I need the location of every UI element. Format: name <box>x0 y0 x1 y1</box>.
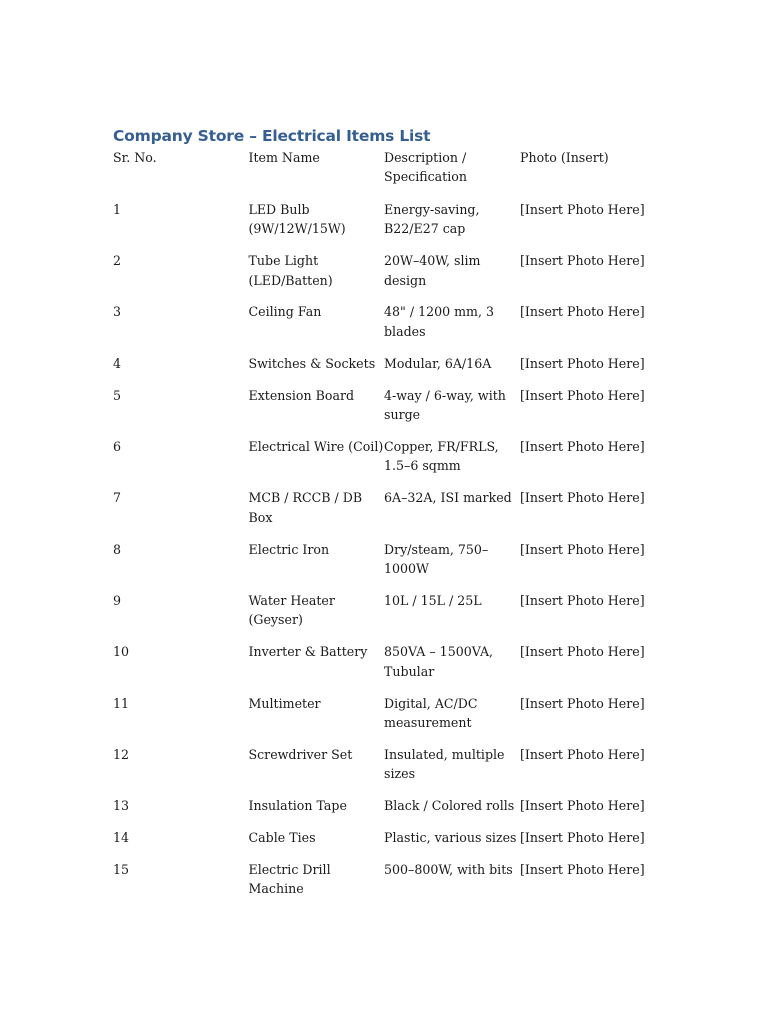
header-item-name: Item Name <box>248 150 320 165</box>
cell-description: Black / Colored rolls <box>384 798 515 814</box>
cell-sr-no: 13 <box>113 798 130 814</box>
cell-description: 10L / 15L / 25L <box>384 592 482 608</box>
table-row <box>113 386 658 437</box>
cell-sr-no: 15 <box>113 861 130 877</box>
cell-sr-no: 10 <box>113 644 130 660</box>
document-page <box>113 125 658 911</box>
cell-description: 48" / 1200 mm, 3 blades <box>384 304 495 339</box>
cell-description: Dry/steam, 750–1000W <box>384 541 489 576</box>
cell-description: Insulated, multiple sizes <box>384 746 505 782</box>
cell-description: Copper, FR/FRLS, 1.5–6 sqmm <box>384 438 499 474</box>
table-row <box>113 200 658 251</box>
cell-item-name: Electric Iron <box>248 541 330 557</box>
cell-item-name: LED Bulb (9W/12W/15W) <box>248 201 346 237</box>
cell-description: 500–800W, with bits <box>384 861 513 877</box>
cell-photo: [Insert Photo Here] <box>520 438 645 454</box>
cell-photo: [Insert Photo Here] <box>520 861 645 877</box>
cell-description: Plastic, various sizes <box>384 830 517 846</box>
cell-photo: [Insert Photo Here] <box>520 253 645 269</box>
cell-sr-no: 12 <box>113 746 130 762</box>
table-row <box>113 488 658 539</box>
cell-item-name: Insulation Tape <box>248 798 347 814</box>
table-body <box>113 200 658 911</box>
cell-item-name: Electric Drill Machine <box>248 861 331 897</box>
cell-sr-no: 8 <box>113 541 122 557</box>
table-row <box>113 642 658 693</box>
cell-item-name: Water Heater (Geyser) <box>248 592 335 628</box>
header-description: Description / Specification <box>384 150 467 185</box>
cell-photo: [Insert Photo Here] <box>520 798 645 814</box>
table-row <box>113 302 658 353</box>
cell-sr-no: 1 <box>113 201 122 217</box>
table-row <box>113 437 658 488</box>
cell-photo: [Insert Photo Here] <box>520 355 645 371</box>
cell-item-name: Tube Light (LED/Batten) <box>248 253 333 288</box>
document-title: Company Store – Electrical Items List <box>113 127 431 145</box>
table-row <box>113 860 658 911</box>
cell-photo: [Insert Photo Here] <box>520 387 645 403</box>
cell-photo: [Insert Photo Here] <box>520 830 645 846</box>
header-photo: Photo (Insert) <box>520 150 609 165</box>
cell-description: 4-way / 6-way, with surge <box>384 387 506 423</box>
cell-photo: [Insert Photo Here] <box>520 490 645 506</box>
cell-sr-no: 9 <box>113 592 122 608</box>
items-table <box>113 147 658 911</box>
table-header-row <box>113 147 658 200</box>
cell-description: Energy-saving, B22/E27 cap <box>384 201 480 237</box>
cell-photo: [Insert Photo Here] <box>520 746 645 762</box>
cell-item-name: Multimeter <box>248 695 321 711</box>
cell-sr-no: 5 <box>113 387 122 403</box>
cell-description: Modular, 6A/16A <box>384 355 492 371</box>
cell-item-name: Inverter & Battery <box>248 644 368 660</box>
cell-photo: [Insert Photo Here] <box>520 541 645 557</box>
header-sr-no: Sr. No. <box>113 150 157 165</box>
cell-sr-no: 4 <box>113 355 122 371</box>
table-row <box>113 694 658 745</box>
table-row <box>113 828 658 860</box>
table-row <box>113 745 658 796</box>
cell-item-name: Electrical Wire (Coil) <box>248 438 384 454</box>
cell-description: 850VA – 1500VA, Tubular <box>384 644 494 679</box>
cell-item-name: Ceiling Fan <box>248 304 322 320</box>
cell-item-name: Extension Board <box>248 387 355 403</box>
cell-description: 6A–32A, ISI marked <box>384 490 512 506</box>
cell-item-name: Switches & Sockets <box>248 355 376 371</box>
cell-description: Digital, AC/DC measurement <box>384 695 478 730</box>
cell-photo: [Insert Photo Here] <box>520 644 645 660</box>
cell-item-name: Cable Ties <box>248 830 316 846</box>
cell-description: 20W–40W, slim design <box>384 253 481 288</box>
cell-photo: [Insert Photo Here] <box>520 592 645 608</box>
cell-item-name: Screwdriver Set <box>248 746 353 762</box>
cell-sr-no: 2 <box>113 253 122 269</box>
table-row <box>113 251 658 302</box>
cell-sr-no: 3 <box>113 304 122 320</box>
table-row <box>113 540 658 591</box>
cell-photo: [Insert Photo Here] <box>520 201 645 217</box>
cell-sr-no: 11 <box>113 695 130 711</box>
table-row <box>113 354 658 386</box>
table-row <box>113 591 658 642</box>
cell-sr-no: 7 <box>113 490 122 506</box>
cell-sr-no: 14 <box>113 830 130 846</box>
cell-photo: [Insert Photo Here] <box>520 304 645 320</box>
cell-photo: [Insert Photo Here] <box>520 695 645 711</box>
cell-item-name: MCB / RCCB / DB Box <box>248 490 363 525</box>
table-row <box>113 796 658 828</box>
cell-sr-no: 6 <box>113 438 122 454</box>
